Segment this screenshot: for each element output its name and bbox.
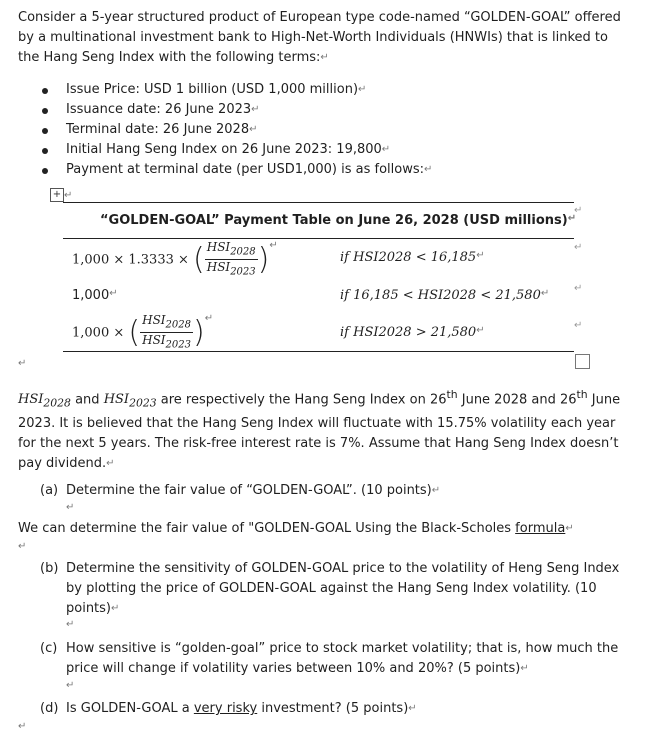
hsi-ratio-row3: $\frac{HSI_{2028}}{HSI_{2023}}$ — [142, 313, 191, 351]
intro-paragraph: Consider a 5-year structured product of European type code-named “GOLDEN-GOAL” offered by a multinational investment bank to High-Net-Worth Individuals (HNWIs) that is linked to the Hang Seng Index with the following terms:↵ — [18, 10, 621, 65]
table-bottom-rule — [63, 351, 574, 352]
table-move-handle-icon[interactable]: + — [50, 188, 64, 202]
formula-link[interactable]: formula — [515, 521, 566, 536]
list-item: Payment at terminal date (per USD1,000) is as follows:↵ — [40, 160, 432, 180]
description-paragraph: $HSI_{2028}$ and $HSI_{2023}$ are respectively the Hang Seng Index on 26th June 2028 and 26th June 2023. It is believed that the Hang Seng Index will fluctuate with 15.75% volatility each year for the next 5 years. The risk-free interest rate is 7%. Assume that Hang Seng Index doesn’t pay dividend.↵ — [18, 388, 621, 471]
row-end-mark: ↵ — [574, 205, 583, 216]
hsi-ratio-row1: $\frac{HSI_{2028}}{HSI_{2023}}$ — [206, 240, 256, 278]
table-title: “GOLDEN-GOAL” Payment Table on June 26, 2028 (USD millions)↵ — [100, 213, 577, 228]
row-end-mark: ↵ — [574, 242, 583, 253]
intro-text: Consider a 5-year structured product of European type code-named “GOLDEN-GOAL” offered by a multinational investment bank to High-Net-Worth Individuals (HNWIs) that is linked to the Hang Seng Index with the following terms: — [18, 10, 621, 65]
table-top-rule — [63, 202, 574, 203]
payoff-cell-row1: 1,000 × 1.3333 × ( $\frac{HSI_{2028}}{HSI_{2023}}$ )↵ — [72, 240, 278, 278]
condition-cell-row1: if HSI2028 < 16,185↵ — [340, 250, 485, 265]
table-header-rule — [63, 238, 574, 239]
row-end-mark: ↵ — [574, 283, 583, 294]
list-item: Initial Hang Seng Index on 26 June 2023: 19,800↵ — [40, 140, 432, 160]
table-resize-handle[interactable] — [575, 354, 590, 369]
payoff-cell-row3: 1,000 × ( $\frac{HSI_{2028}}{HSI_{2023}}$ )↵ — [72, 313, 214, 351]
list-item: Terminal date: 26 June 2028↵ — [40, 120, 432, 140]
answer-paragraph: We can determine the fair value of "GOLDEN-GOAL Using the Black-Scholes formula↵ — [18, 521, 574, 536]
row-end-mark: ↵ — [574, 320, 583, 331]
condition-cell-row3: if HSI2028 > 21,580↵ — [340, 325, 485, 340]
payoff-cell-row2: 1,000↵ — [72, 288, 118, 303]
condition-cell-row2: if 16,185 < HSI2028 < 21,580↵ — [340, 288, 550, 303]
list-item: Issuance date: 26 June 2023↵ — [40, 100, 432, 120]
terms-list — [40, 80, 432, 180]
list-item: Issue Price: USD 1 billion (USD 1,000 million)↵ — [40, 80, 432, 100]
